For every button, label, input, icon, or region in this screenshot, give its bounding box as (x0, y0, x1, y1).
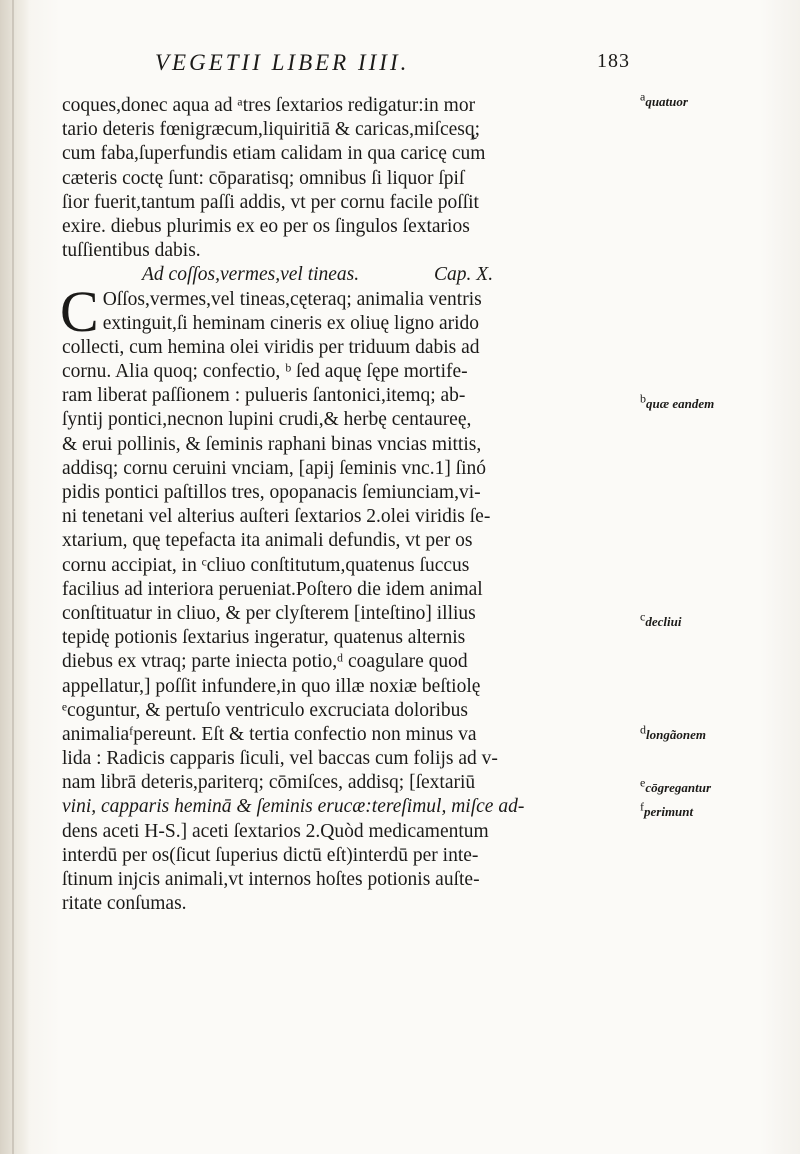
text-line: addisq; cornu ceruini vnciam, [apij ſeminis vnc.1] ſinó (62, 457, 487, 479)
text-line: ſior fuerit,tantum paſſi addis, vt per cornu facile poſſit (62, 191, 479, 213)
text-line: nam librā deteris,pariterq; cōmiſces, addisq; [ſextariū (62, 772, 476, 794)
running-title: VEGETII LIBER IIII. (155, 50, 410, 75)
text-line: collecti, cum hemina olei viridis per triduum dabis ad (62, 336, 480, 358)
chapter-heading (62, 263, 636, 287)
text-line: cæteris coctę ſunt: cōparatisq; omnibus ſi liquor ſpiſ (62, 167, 465, 189)
text-line: animaliaᶠpereunt. Eſt & tertia confectio non minus va (62, 723, 477, 745)
text-line: ritate conſumas. (62, 893, 187, 915)
text-line: ni tenetani vel alterius auſteri ſextarios 2.olei viridis ſe- (62, 506, 491, 528)
text-line: xtarium, quę tepefacta ita animali defundis, vt per os (62, 530, 473, 552)
text-line: extinguit,ſi heminam cineris ex oliuę ligno arido (102, 312, 480, 334)
text-line: cornu accipiat, in ᶜcliuo conſtitutum,quatenus ſuccus (62, 554, 470, 576)
text-line: tepidę potionis ſextarius ingeratur, quatenus alternis (62, 627, 466, 649)
chapter-title: Ad coſſos,vermes,vel tineas. (142, 264, 360, 286)
text-line: cornu. Alia quoq; confectio, ᵇ ſed aquę ſępe mortife- (62, 361, 468, 383)
margin-note-text: longãonem (646, 727, 706, 742)
text-line: dens aceti H-S.] aceti ſextarios 2.Quòd medicamentum (62, 820, 489, 842)
margin-note (640, 391, 790, 411)
margin-note (640, 722, 790, 742)
text-line: facilius ad interiora perueniat.Poſtero die idem animal (62, 578, 483, 600)
text-line: ram liberat paſſionem : pulueris ſantonici,itemq; ab- (62, 385, 466, 407)
margin-note-text: decliui (645, 614, 682, 629)
margin-note-text: perimunt (644, 804, 694, 819)
body-text (62, 94, 636, 916)
text-line: appellatur,] poſſit infundere,in quo illæ noxiæ beſtiolę (62, 675, 481, 697)
margin-note-text: cōgregantur (645, 780, 712, 795)
text-line: exire. diebus plurimis ex eo per os ſingulos ſextarios (62, 215, 470, 237)
binding-shadow (12, 0, 14, 1154)
margin-note-letter: e (640, 775, 646, 790)
text-line: ᵉcoguntur, & pertuſo ventriculo excruciata doloribus (62, 699, 469, 721)
text-line: diebus ex vtraq; parte iniecta potio,ᵈ coagulare quod (62, 651, 468, 673)
margin-note (640, 799, 790, 819)
margin-note-letter: d (640, 722, 646, 737)
margin-note (640, 89, 790, 109)
text-line: tuſſientibus dabis. (62, 240, 201, 262)
margin-note (640, 775, 790, 795)
text-line: tario deteris fœnigræcum,liquiritiā & caricas,miſcesq̨; (62, 119, 481, 141)
text-line: cum faba,ſuperfundis etiam calidam in qua caricę cum (62, 143, 486, 165)
drop-capital: C (60, 278, 99, 344)
text-line: lida : Radicis capparis ſiculi, vel baccas cum folijs ad v- (62, 748, 498, 770)
folio-number: 183 (597, 50, 630, 72)
margin-note (640, 609, 790, 629)
text-line: & erui pollinis, & ſeminis raphani binas vncias mittis, (62, 433, 482, 455)
binding-gutter (0, 0, 30, 1154)
text-line: pidis pontici paſtillos tres, opopanacis ſemiunciam,vi- (62, 482, 481, 503)
text-line: vini, capparis heminā & ſeminis erucæ:tereſimul, miſce ad- (62, 796, 525, 818)
text-line: conſtituatur in cliuo, & per clyſterem [inteſtino] illius (62, 602, 476, 624)
margin-note-letter: f (640, 799, 644, 814)
chapter-body (60, 278, 636, 917)
text-line: ſtinum injcis animali,vt internos hoſtes potionis auſte- (62, 869, 480, 890)
margin-note-text: quatuor (645, 94, 688, 109)
text-line: Oſſos,vermes,vel tineas,cęteraq; animalia ventris (102, 288, 482, 310)
margin-note-letter: b (640, 391, 646, 406)
text-line: interdū per os(ſicut ſuperius dictū eſt)interdū per inte- (62, 844, 479, 866)
text-line: coques,donec aqua ad ᵃtres ſextarios redigatur:in mor (62, 95, 476, 116)
margin-note-letter: c (640, 609, 646, 624)
text-line: ſyntij pontici,necnon lupini crudi,& herbę centaureę, (62, 409, 472, 431)
margin-note-letter: a (640, 89, 646, 104)
chapter-number: Cap. X. (434, 264, 494, 286)
margin-note-text: quæ eandem (646, 396, 715, 411)
